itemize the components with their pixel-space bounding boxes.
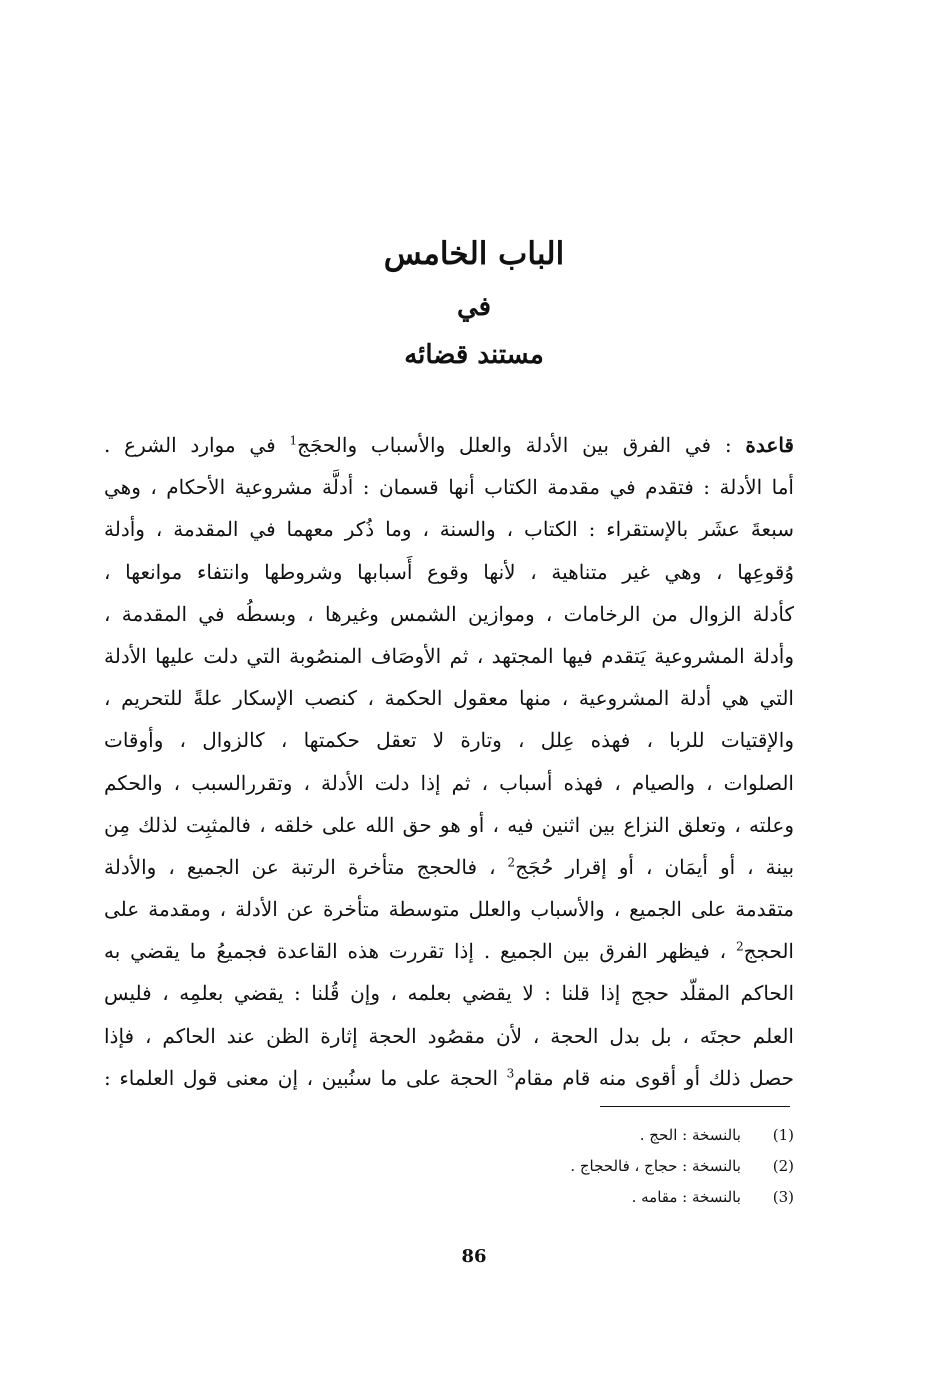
- body-line: كأدلة الزوال من الرخامات ، وموازين الشمس وغيرها ، وبسطُه في المقدمة ،: [104, 601, 794, 626]
- body-line: الصلوات ، والصيام ، فهذه أسباب ، ثم إذا دلت الأدلة ، وتقررالسبب ، والحكم: [104, 770, 794, 795]
- body-line: وأدلة المشروعية يَتقدم فيها المجتهد ، ثم الأوصَاف المنصُوبة التي دلت عليها الأدلة: [104, 643, 794, 668]
- page-number: 86: [461, 1246, 487, 1267]
- rule-keyword: قاعدة: [745, 433, 794, 457]
- footnote-ref: 3: [506, 1066, 515, 1081]
- body-line: متقدمة على الجميع ، والأسباب والعلل متوسطة متأخرة عن الأدلة ، ومقدمة على: [104, 897, 794, 922]
- footnote-ref: 1: [289, 433, 298, 448]
- chapter-subtitle: مستند قضائه: [404, 340, 544, 370]
- footnotes: [300, 1120, 794, 1213]
- chapter-title: الباب الخامس: [383, 236, 565, 272]
- body-line: وعلته ، وتعلق النزاع بين اثنين فيه ، أو هو حق الله على خلقه ، فالمثبِت لذلك مِن: [104, 812, 794, 837]
- footnote-ref: 2: [507, 855, 516, 870]
- body-line: بينة ، أو أيمَان ، أو إقرار حُجَج$^2$ ، فالحجج متأخرة الرتبة عن الجميع ، والأدلة: [104, 854, 794, 879]
- body-line: سبعةَ عشَر بالإستقراء : الكتاب ، والسنة ، وما ذُكر معهما في المقدمة ، وأدلة: [104, 517, 794, 542]
- body-line: حصل ذلك أو أقوى منه قام مقام$^3$ الحجة على ما سنُبين ، إن معنى قول العلماء :: [104, 1065, 794, 1090]
- body-line: الحجج$^2$ ، فيظهر الفرق بين الجميع . إذا تقررت هذه القاعدة فجميعُ ما يقضي به: [104, 939, 794, 964]
- footnote: [300, 1182, 794, 1213]
- chapter-title-connector: في: [456, 292, 492, 322]
- footnote-separator: [600, 1106, 790, 1107]
- body-line: العلم حجتَه ، بل بدل الحجة ، لأن مقصُود الحجة إثارة الظن عند الحاكم ، فإذا: [104, 1023, 794, 1048]
- footnote-text: بالنسخة : الحج .: [639, 1126, 741, 1144]
- footnote-text: بالنسخة : مقامه .: [631, 1188, 741, 1206]
- body-line: أما الأدلة : فتقدم في مقدمة الكتاب أنها قسمان : أدلَّة مشروعية الأحكام ، وهي: [104, 475, 794, 500]
- body-text: [104, 424, 794, 1099]
- footnote-text: بالنسخة : حجاج ، فالحجاج .: [570, 1157, 741, 1175]
- footnote: [300, 1120, 794, 1151]
- body-line: الحاكم المقلّد حجج إذا قلنا : لا يقضي بعلمه ، وإن قُلنا : يقضي بعلمِه ، فليس: [104, 981, 794, 1006]
- body-line: التي هي أدلة المشروعية ، منها معقول الحكمة ، كنصب الإسكار علةً للتحريم ،: [104, 686, 794, 711]
- footnote: [300, 1151, 794, 1182]
- footnote-number: (1): [772, 1126, 794, 1144]
- footnote-number: (2): [772, 1157, 794, 1175]
- footnote-number: (3): [772, 1188, 794, 1206]
- body-line: قاعدة : في الفرق بين الأدلة والعلل والأسباب والحجَج$^1$ في موارد الشرع .: [104, 433, 794, 457]
- body-line: والإقتيات للربا ، فهذه عِلل ، وتارة لا تعقل حكمتها ، كالزوال ، وأوقات: [104, 728, 794, 753]
- body-line: وُقوعِها ، وهي غير متناهية ، لأنها وقوع أَسبابها وشروطها وانتفاء موانعها ،: [104, 559, 794, 584]
- footnote-ref: 2: [735, 939, 744, 954]
